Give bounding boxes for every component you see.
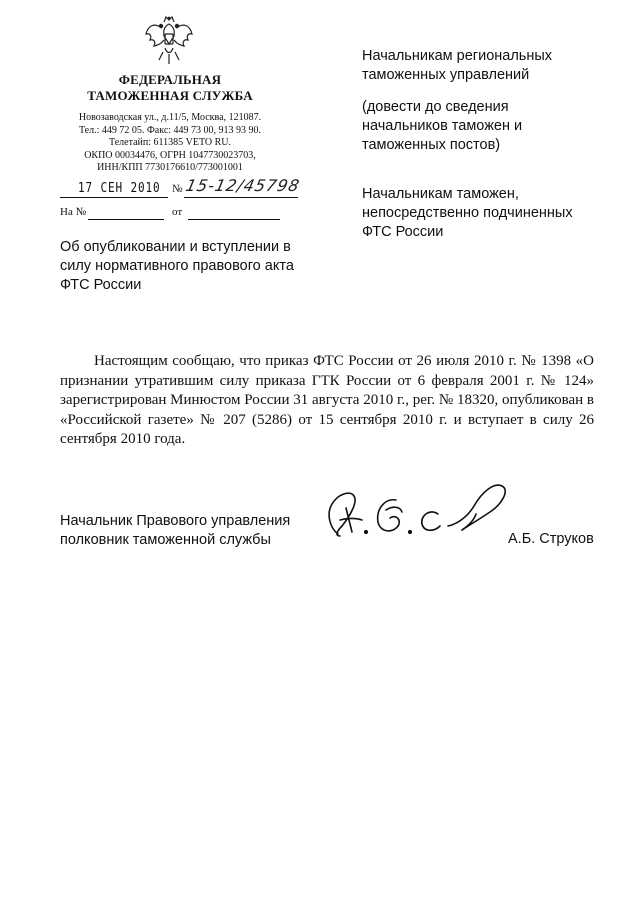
ot-underline bbox=[188, 219, 280, 220]
contact-teletype: Телетайп: 611385 VETO RU. bbox=[108, 137, 231, 148]
subject-line-2: силу нормативного правового акта bbox=[60, 258, 294, 274]
ot-label: от bbox=[172, 206, 183, 218]
addressee-3-line-2: непосредственно подчиненных bbox=[362, 205, 573, 221]
number-underline bbox=[184, 197, 298, 198]
organization-contacts bbox=[52, 112, 288, 175]
body-paragraph bbox=[60, 352, 594, 450]
contact-address: Новозаводская ул., д.11/5, Москва, 121087. bbox=[78, 112, 262, 123]
handwritten-number: 15-12/45798 bbox=[183, 176, 302, 195]
addressee-block-3 bbox=[362, 185, 573, 242]
coat-of-arms-emblem-icon bbox=[144, 14, 194, 70]
addressee-2-line-2: начальников таможен и bbox=[362, 118, 523, 134]
org-name-line-1: ФЕДЕРАЛЬНАЯ bbox=[118, 72, 222, 87]
number-label: № bbox=[172, 183, 183, 195]
contact-phone-fax: Тел.: 449 72 05. Факс: 449 73 00, 913 93 90. bbox=[78, 124, 262, 136]
org-name-line-2: ТАМОЖЕННАЯ СЛУЖБА bbox=[87, 88, 253, 103]
signatory-position bbox=[60, 512, 290, 550]
organization-name bbox=[60, 72, 280, 104]
date-stamp: 17 СЕН 2010 bbox=[78, 181, 161, 196]
addressee-1-line-2: таможенных управлений bbox=[362, 67, 530, 83]
subject-line-1: Об опубликовании и вступлении в bbox=[60, 239, 291, 255]
addressee-3-line-1: Начальникам таможен, bbox=[362, 186, 519, 202]
signatory-name: А.Б. Струков bbox=[508, 531, 594, 547]
na-underline bbox=[88, 219, 164, 220]
na-label: На № bbox=[60, 206, 87, 218]
addressee-1-line-1: Начальникам региональных bbox=[362, 48, 553, 64]
body-paragraph-text: Настоящим сообщаю, что приказ ФТС России от 26 июля 2010 г. № 1398 «О признании утратившим силу приказа ГТК России от 6 февраля 2001 г. № 124» зарегистрирован Минюстом России 31 августа 2010 г., рег. № 18320, опубликован в «Российской газете» № 207 (5286) от 15 сентября 2010 г. и вступает в силу 26 сентября 2010 года. bbox=[60, 353, 594, 447]
signatory-position-line-2: полковник таможенной службы bbox=[60, 532, 271, 548]
addressee-2-line-1: (довести до сведения bbox=[362, 99, 509, 115]
document-subject bbox=[60, 238, 300, 295]
addressee-block-2 bbox=[362, 98, 522, 155]
addressee-3-line-3: ФТС России bbox=[362, 224, 444, 240]
addressee-2-line-3: таможенных постов) bbox=[362, 137, 501, 153]
contact-inn-kpp: ИНН/КПП 7730176610/773001001 bbox=[97, 162, 243, 173]
handwritten-signature-icon bbox=[298, 470, 518, 550]
subject-line-3: ФТС России bbox=[60, 277, 142, 293]
reference-line bbox=[60, 206, 290, 222]
date-underline bbox=[60, 197, 168, 198]
registration-line bbox=[60, 176, 302, 200]
signatory-position-line-1: Начальник Правового управления bbox=[60, 513, 291, 529]
addressee-block-1 bbox=[362, 47, 552, 85]
contact-okpo-ogrn: ОКПО 00034476, ОГРН 1047730023703, bbox=[84, 149, 256, 161]
